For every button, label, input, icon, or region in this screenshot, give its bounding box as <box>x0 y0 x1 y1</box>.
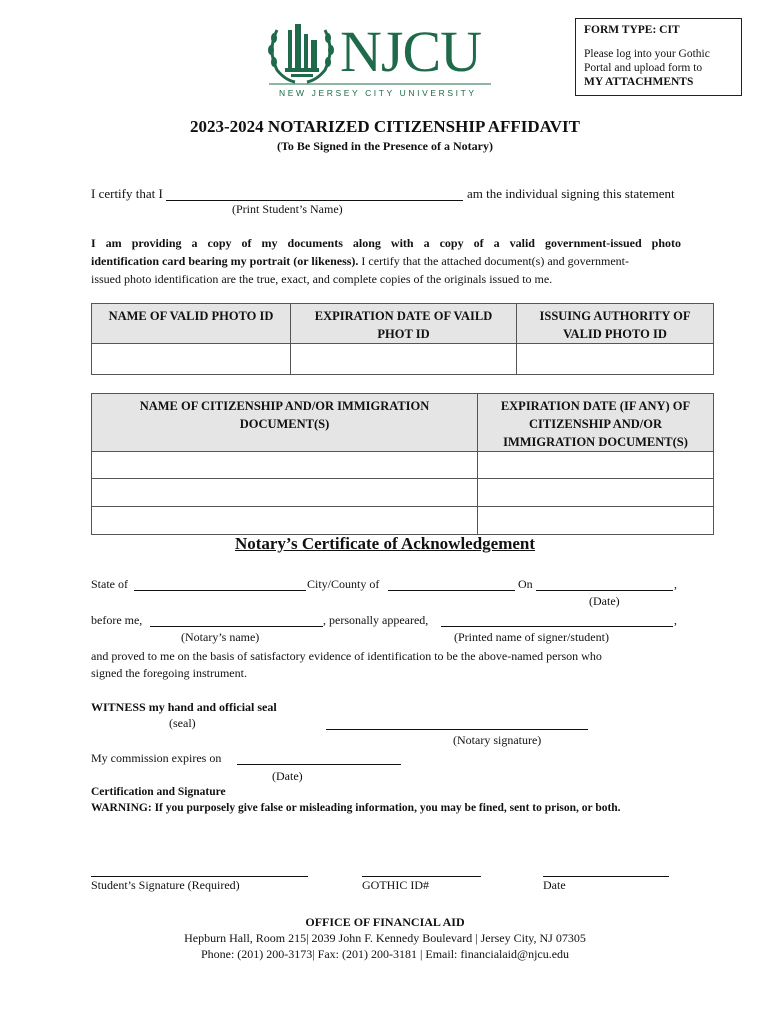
student-name-field[interactable] <box>166 186 463 201</box>
photo-id-name-cell[interactable] <box>92 344 291 375</box>
photo-id-table <box>91 303 714 375</box>
notary-signature-field[interactable] <box>326 717 588 730</box>
proved-line-1: and proved to me on the basis of satisfactory evidence of identification to be the above-named person who <box>91 649 602 663</box>
citizenship-doc-expiration-cell[interactable] <box>478 452 714 479</box>
appeared-label: , personally appeared, <box>323 613 429 627</box>
citizenship-doc-name-cell[interactable] <box>92 452 478 479</box>
declaration-line-2: I certify that the attached document(s) and government- <box>358 254 629 268</box>
notary-signature-caption: (Notary signature) <box>453 733 542 747</box>
citizenship-document-table <box>91 393 714 535</box>
form-type-title: FORM TYPE: CIT <box>584 24 680 36</box>
notary-name-field[interactable] <box>150 613 323 627</box>
notary-section-title: Notary’s Certificate of Acknowledgement <box>234 534 536 553</box>
photo-id-authority-cell[interactable] <box>517 344 714 375</box>
footer-office: OFFICE OF FINANCIAL AID <box>305 915 465 929</box>
citizenship-doc-name-cell[interactable] <box>92 479 478 507</box>
certification-warning: WARNING: If you purposely give false or misleading information, you may be fined, sent to prison, or both. <box>91 802 621 814</box>
student-signature-field[interactable] <box>91 863 308 877</box>
signature-date-label: Date <box>543 878 566 892</box>
signer-name-field[interactable] <box>441 613 673 627</box>
student-signature-label: Student’s Signature (Required) <box>91 878 240 892</box>
county-field[interactable] <box>388 577 515 591</box>
notary-name-caption: (Notary’s name) <box>181 630 260 644</box>
document-title: 2023-2024 NOTARIZED CITIZENSHIP AFFIDAVIT <box>190 117 580 136</box>
date-field[interactable] <box>536 577 673 591</box>
witness-label: WITNESS my hand and official seal <box>91 700 277 714</box>
declaration-line-2-bold: identification card bearing my portrait (or likeness). <box>91 254 359 268</box>
date-caption: (Date) <box>589 594 620 608</box>
njcu-wordmark: NJCU <box>340 19 482 84</box>
comma-2: , <box>674 613 677 627</box>
commission-date-caption: (Date) <box>272 769 303 783</box>
footer-address: Hepburn Hall, Room 215| 2039 John F. Kennedy Boulevard | Jersey City, NJ 07305 <box>184 931 586 945</box>
student-name-caption: (Print Student’s Name) <box>232 202 343 216</box>
state-label: State of <box>91 577 128 591</box>
citizenship-doc-name-cell[interactable] <box>92 507 478 535</box>
seal-label: (seal) <box>169 716 196 730</box>
declaration-paragraph <box>91 234 681 288</box>
commission-label: My commission expires on <box>91 751 222 765</box>
citizenship-doc-expiration-cell[interactable] <box>478 507 714 535</box>
njcu-logo <box>265 18 495 102</box>
photo-id-name-header: NAME OF VALID PHOTO ID <box>92 304 291 344</box>
signature-date-field[interactable] <box>543 863 669 877</box>
form-type-instruction-2: Portal and upload form to <box>584 62 703 74</box>
citizenship-doc-expiration-header: EXPIRATION DATE (IF ANY) OF CITIZENSHIP AND/OR IMMIGRATION DOCUMENT(S) <box>478 394 714 452</box>
form-type-instruction-3: MY ATTACHMENTS <box>584 76 694 88</box>
document-subtitle: (To Be Signed in the Presence of a Notary) <box>277 139 493 153</box>
state-field[interactable] <box>134 577 306 591</box>
proved-line-2: signed the foregoing instrument. <box>91 666 247 680</box>
comma-1: , <box>674 577 677 591</box>
on-label: On <box>518 577 533 591</box>
photo-id-expiration-cell[interactable] <box>291 344 517 375</box>
certification-title: Certification and Signature <box>91 786 226 798</box>
university-subtitle: NEW JERSEY CITY UNIVERSITY <box>279 88 477 98</box>
certify-suffix: am the individual signing this statement <box>467 186 675 201</box>
photo-id-expiration-header: EXPIRATION DATE OF VAILD PHOT ID <box>291 304 517 344</box>
commission-date-field[interactable] <box>237 751 401 765</box>
gothic-id-label: GOTHIC ID# <box>362 878 429 892</box>
form-type-instruction-1: Please log into your Gothic <box>584 48 710 60</box>
citizenship-doc-name-header: NAME OF CITIZENSHIP AND/OR IMMIGRATION DOCUMENT(S) <box>92 394 478 452</box>
footer-contact: Phone: (201) 200-3173| Fax: (201) 200-3181 | Email: financialaid@njcu.edu <box>200 947 570 961</box>
declaration-line-1: I am providing a copy of my documents along with a copy of a valid government-issued photo <box>91 236 681 250</box>
gothic-id-field[interactable] <box>362 863 481 877</box>
form-type-box <box>575 18 742 96</box>
photo-id-authority-header: ISSUING AUTHORITY OF VALID PHOTO ID <box>517 304 714 344</box>
before-me-label: before me, <box>91 613 143 627</box>
citizenship-doc-expiration-cell[interactable] <box>478 479 714 507</box>
declaration-line-3: issued photo identification are the true, exact, and complete copies of the originals issued to me. <box>91 272 553 286</box>
signer-name-caption: (Printed name of signer/student) <box>454 630 609 644</box>
county-label: City/County of <box>307 577 380 591</box>
certify-prefix: I certify that I <box>91 186 163 201</box>
